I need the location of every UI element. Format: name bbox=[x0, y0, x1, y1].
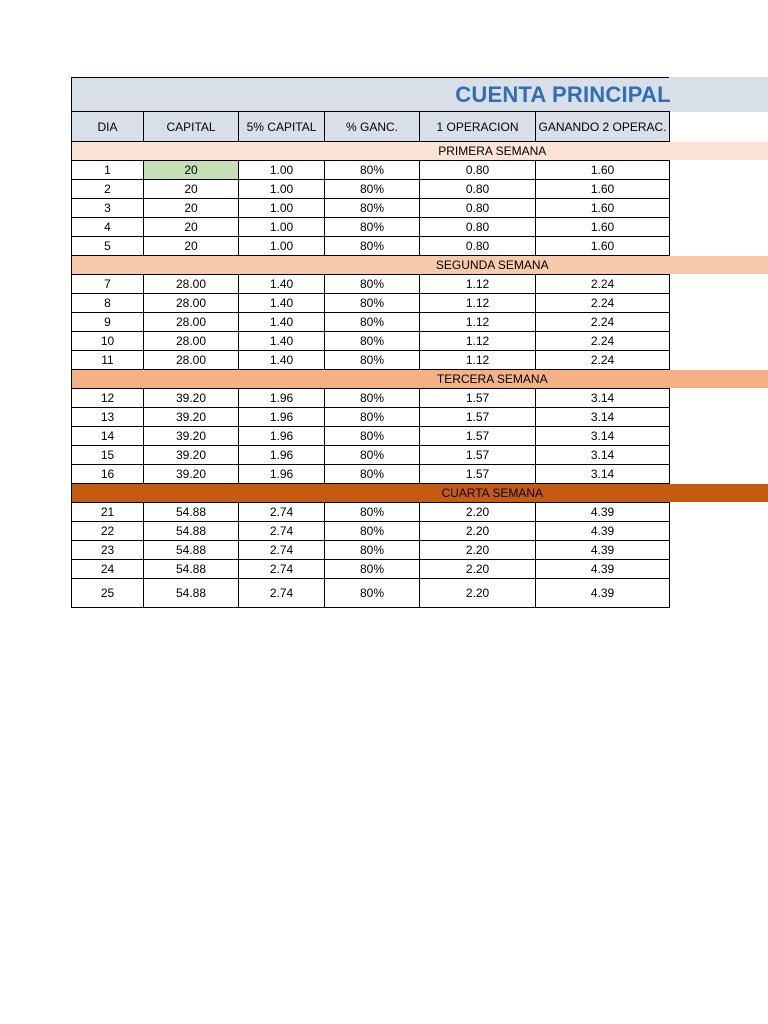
table-row bbox=[72, 503, 670, 522]
cell-ganando-2[interactable]: 2.24 bbox=[536, 313, 670, 332]
week-label: TERCERA SEMANA bbox=[436, 372, 548, 386]
table-row bbox=[72, 161, 670, 180]
cell-ganando-2[interactable]: 4.39 bbox=[536, 560, 670, 579]
cell-dia[interactable]: 21 bbox=[72, 503, 144, 522]
cell-ganancia[interactable]: 80% bbox=[325, 161, 420, 180]
cell-5-capital[interactable]: 2.74 bbox=[239, 579, 325, 608]
table-row bbox=[72, 427, 670, 446]
header-ganando-2[interactable]: GANANDO 2 OPERAC. bbox=[536, 112, 670, 142]
header-row bbox=[72, 112, 670, 142]
cell-ganando-2[interactable]: 1.60 bbox=[536, 199, 670, 218]
table-row bbox=[72, 579, 670, 608]
table-row bbox=[72, 351, 670, 370]
cell-5-capital[interactable]: 1.00 bbox=[239, 161, 325, 180]
cell-5-capital[interactable]: 1.96 bbox=[239, 465, 325, 484]
cell-dia[interactable]: 25 bbox=[72, 579, 144, 608]
cell-dia[interactable]: 1 bbox=[72, 161, 144, 180]
cell-1-operacion[interactable]: 0.80 bbox=[420, 180, 536, 199]
cell-capital[interactable]: 39.20 bbox=[144, 465, 239, 484]
cell-1-operacion[interactable]: 1.57 bbox=[420, 389, 536, 408]
week-band-extension bbox=[72, 370, 768, 388]
table-row bbox=[72, 275, 670, 294]
header-dia[interactable]: DIA bbox=[72, 112, 144, 142]
cell-dia[interactable]: 13 bbox=[72, 408, 144, 427]
cell-5-capital[interactable]: 1.00 bbox=[239, 237, 325, 256]
cell-capital[interactable]: 39.20 bbox=[144, 446, 239, 465]
cell-ganancia[interactable]: 80% bbox=[325, 389, 420, 408]
cell-dia[interactable]: 8 bbox=[72, 294, 144, 313]
cell-ganando-2[interactable]: 3.14 bbox=[536, 446, 670, 465]
cell-5-capital[interactable]: 2.74 bbox=[239, 541, 325, 560]
cell-ganando-2[interactable]: 1.60 bbox=[536, 180, 670, 199]
cell-ganancia[interactable]: 80% bbox=[325, 351, 420, 370]
cell-capital[interactable]: 54.88 bbox=[144, 522, 239, 541]
cell-ganando-2[interactable]: 2.24 bbox=[536, 294, 670, 313]
cell-1-operacion[interactable]: 1.57 bbox=[420, 465, 536, 484]
table-row bbox=[72, 332, 670, 351]
cell-ganando-2[interactable]: 4.39 bbox=[536, 503, 670, 522]
cell-1-operacion[interactable]: 0.80 bbox=[420, 161, 536, 180]
cell-ganancia[interactable]: 80% bbox=[325, 446, 420, 465]
cell-capital[interactable]: 39.20 bbox=[144, 427, 239, 446]
cell-capital[interactable]: 54.88 bbox=[144, 560, 239, 579]
cell-1-operacion[interactable]: 1.12 bbox=[420, 275, 536, 294]
week-band-row bbox=[72, 370, 670, 389]
cell-5-capital[interactable]: 1.96 bbox=[239, 446, 325, 465]
week-label: PRIMERA SEMANA bbox=[438, 144, 547, 158]
account-table bbox=[71, 111, 670, 608]
week-band-extension bbox=[72, 142, 768, 160]
cell-ganando-2[interactable]: 4.39 bbox=[536, 541, 670, 560]
cell-ganancia[interactable]: 80% bbox=[325, 427, 420, 446]
sheet-title: CUENTA PRINCIPAL bbox=[455, 82, 671, 107]
cell-1-operacion[interactable]: 1.57 bbox=[420, 408, 536, 427]
cell-ganando-2[interactable]: 3.14 bbox=[536, 389, 670, 408]
cell-ganancia[interactable]: 80% bbox=[325, 218, 420, 237]
cell-5-capital[interactable]: 1.00 bbox=[239, 199, 325, 218]
header-5-capital[interactable]: 5% CAPITAL bbox=[239, 112, 325, 142]
cell-1-operacion[interactable]: 0.80 bbox=[420, 218, 536, 237]
cell-5-capital[interactable]: 1.40 bbox=[239, 294, 325, 313]
cell-ganancia[interactable]: 80% bbox=[325, 332, 420, 351]
header-ganancia[interactable]: % GANC. bbox=[325, 112, 420, 142]
week-band-extension bbox=[72, 256, 768, 274]
cell-ganando-2[interactable]: 3.14 bbox=[536, 427, 670, 446]
cell-ganancia[interactable]: 80% bbox=[325, 522, 420, 541]
cell-1-operacion[interactable]: 1.57 bbox=[420, 446, 536, 465]
cell-ganando-2[interactable]: 4.39 bbox=[536, 522, 670, 541]
cell-1-operacion[interactable]: 1.57 bbox=[420, 427, 536, 446]
table-row bbox=[72, 465, 670, 484]
cell-dia[interactable]: 2 bbox=[72, 180, 144, 199]
cell-5-capital[interactable]: 1.00 bbox=[239, 180, 325, 199]
week-band-row bbox=[72, 484, 670, 503]
cell-capital[interactable]: 39.20 bbox=[144, 389, 239, 408]
cell-5-capital[interactable]: 2.74 bbox=[239, 503, 325, 522]
cell-ganando-2[interactable]: 1.60 bbox=[536, 161, 670, 180]
cell-dia[interactable]: 9 bbox=[72, 313, 144, 332]
cell-capital[interactable]: 28.00 bbox=[144, 313, 239, 332]
cell-dia[interactable]: 14 bbox=[72, 427, 144, 446]
cell-1-operacion[interactable]: 1.12 bbox=[420, 313, 536, 332]
cell-ganancia[interactable]: 80% bbox=[325, 541, 420, 560]
cell-capital[interactable]: 20 bbox=[144, 218, 239, 237]
cell-dia[interactable]: 24 bbox=[72, 560, 144, 579]
cell-capital[interactable]: 28.00 bbox=[144, 294, 239, 313]
cell-dia[interactable]: 16 bbox=[72, 465, 144, 484]
cell-capital[interactable]: 20 bbox=[144, 161, 239, 180]
week-band-cell[interactable] bbox=[72, 370, 670, 389]
cell-ganancia[interactable]: 80% bbox=[325, 180, 420, 199]
week-band-row bbox=[72, 256, 670, 275]
cell-dia[interactable]: 5 bbox=[72, 237, 144, 256]
cell-5-capital[interactable]: 1.40 bbox=[239, 313, 325, 332]
table-top-border bbox=[71, 77, 669, 78]
cell-dia[interactable]: 22 bbox=[72, 522, 144, 541]
cell-ganancia[interactable]: 80% bbox=[325, 579, 420, 608]
cell-capital[interactable]: 54.88 bbox=[144, 541, 239, 560]
table-row bbox=[72, 313, 670, 332]
cell-ganancia[interactable]: 80% bbox=[325, 275, 420, 294]
cell-ganando-2[interactable]: 1.60 bbox=[536, 237, 670, 256]
week-band-cell[interactable] bbox=[72, 484, 670, 503]
cell-ganancia[interactable]: 80% bbox=[325, 199, 420, 218]
table-row bbox=[72, 541, 670, 560]
cell-1-operacion[interactable]: 2.20 bbox=[420, 503, 536, 522]
cell-5-capital[interactable]: 1.96 bbox=[239, 408, 325, 427]
cell-dia[interactable]: 3 bbox=[72, 199, 144, 218]
table-left-border bbox=[71, 77, 72, 112]
table-row bbox=[72, 199, 670, 218]
cell-dia[interactable]: 23 bbox=[72, 541, 144, 560]
cell-dia[interactable]: 7 bbox=[72, 275, 144, 294]
cell-capital[interactable]: 28.00 bbox=[144, 275, 239, 294]
cell-ganancia[interactable]: 80% bbox=[325, 294, 420, 313]
cell-5-capital[interactable]: 2.74 bbox=[239, 560, 325, 579]
week-label: CUARTA SEMANA bbox=[441, 486, 544, 500]
cell-5-capital[interactable]: 1.96 bbox=[239, 389, 325, 408]
cell-capital[interactable]: 20 bbox=[144, 180, 239, 199]
cell-5-capital[interactable]: 1.40 bbox=[239, 351, 325, 370]
week-band-cell[interactable] bbox=[72, 142, 670, 161]
cell-ganando-2[interactable]: 2.24 bbox=[536, 351, 670, 370]
cell-ganando-2[interactable]: 3.14 bbox=[536, 465, 670, 484]
cell-dia[interactable]: 4 bbox=[72, 218, 144, 237]
cell-1-operacion[interactable]: 1.12 bbox=[420, 351, 536, 370]
cell-capital[interactable]: 28.00 bbox=[144, 351, 239, 370]
table-row bbox=[72, 218, 670, 237]
table-row bbox=[72, 408, 670, 427]
cell-ganando-2[interactable]: 2.24 bbox=[536, 275, 670, 294]
cell-1-operacion[interactable]: 2.20 bbox=[420, 522, 536, 541]
cell-ganando-2[interactable]: 3.14 bbox=[536, 408, 670, 427]
cell-capital[interactable]: 54.88 bbox=[144, 503, 239, 522]
title-band bbox=[71, 77, 768, 112]
cell-1-operacion[interactable]: 1.12 bbox=[420, 332, 536, 351]
week-label: SEGUNDA SEMANA bbox=[435, 258, 549, 272]
cell-1-operacion[interactable]: 0.80 bbox=[420, 237, 536, 256]
table-row bbox=[72, 446, 670, 465]
table-row bbox=[72, 560, 670, 579]
cell-5-capital[interactable]: 1.40 bbox=[239, 275, 325, 294]
cell-1-operacion[interactable]: 2.20 bbox=[420, 560, 536, 579]
cell-1-operacion[interactable]: 1.12 bbox=[420, 294, 536, 313]
cell-capital[interactable]: 39.20 bbox=[144, 408, 239, 427]
cell-ganancia[interactable]: 80% bbox=[325, 465, 420, 484]
cell-capital[interactable]: 20 bbox=[144, 199, 239, 218]
cell-dia[interactable]: 11 bbox=[72, 351, 144, 370]
cell-1-operacion[interactable]: 2.20 bbox=[420, 541, 536, 560]
cell-dia[interactable]: 12 bbox=[72, 389, 144, 408]
header-capital[interactable]: CAPITAL bbox=[144, 112, 239, 142]
cell-ganancia[interactable]: 80% bbox=[325, 408, 420, 427]
table-row bbox=[72, 180, 670, 199]
cell-capital[interactable]: 28.00 bbox=[144, 332, 239, 351]
cell-5-capital[interactable]: 2.74 bbox=[239, 522, 325, 541]
header-1-operacion[interactable]: 1 OPERACION bbox=[420, 112, 536, 142]
cell-ganando-2[interactable]: 1.60 bbox=[536, 218, 670, 237]
cell-dia[interactable]: 10 bbox=[72, 332, 144, 351]
cell-ganando-2[interactable]: 4.39 bbox=[536, 579, 670, 608]
cell-1-operacion[interactable]: 0.80 bbox=[420, 199, 536, 218]
cell-capital[interactable]: 20 bbox=[144, 237, 239, 256]
cell-1-operacion[interactable]: 2.20 bbox=[420, 579, 536, 608]
cell-capital[interactable]: 54.88 bbox=[144, 579, 239, 608]
cell-ganancia[interactable]: 80% bbox=[325, 560, 420, 579]
table-row bbox=[72, 522, 670, 541]
cell-5-capital[interactable]: 1.40 bbox=[239, 332, 325, 351]
cell-ganando-2[interactable]: 2.24 bbox=[536, 332, 670, 351]
cell-ganancia[interactable]: 80% bbox=[325, 237, 420, 256]
cell-ganancia[interactable]: 80% bbox=[325, 503, 420, 522]
cell-ganancia[interactable]: 80% bbox=[325, 313, 420, 332]
week-band-extension bbox=[72, 484, 768, 502]
week-band-cell[interactable] bbox=[72, 256, 670, 275]
cell-dia[interactable]: 15 bbox=[72, 446, 144, 465]
week-band-row bbox=[72, 142, 670, 161]
table-row bbox=[72, 294, 670, 313]
table-row bbox=[72, 389, 670, 408]
cell-5-capital[interactable]: 1.96 bbox=[239, 427, 325, 446]
cell-5-capital[interactable]: 1.00 bbox=[239, 218, 325, 237]
table-row bbox=[72, 237, 670, 256]
